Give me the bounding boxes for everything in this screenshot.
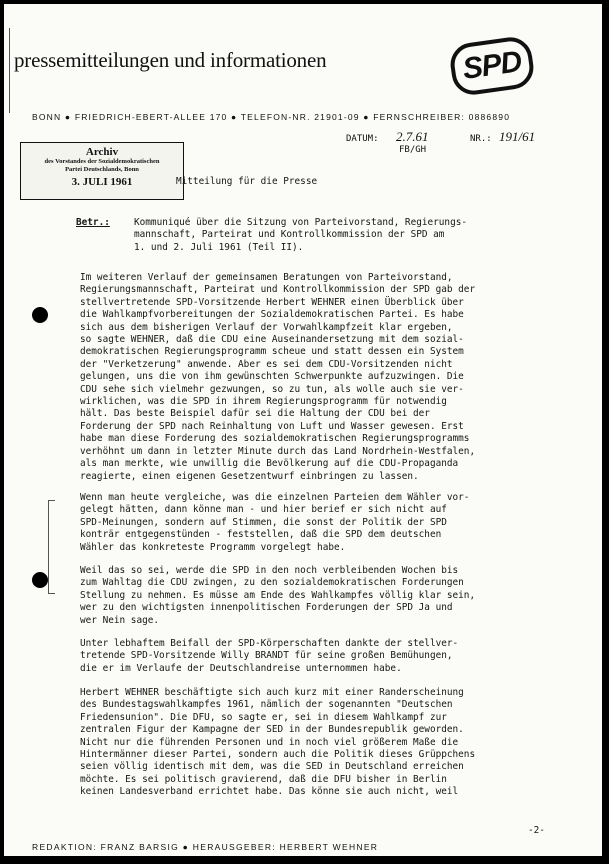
body-paragraph <box>80 272 475 483</box>
page-heading: Mitteilung für die Presse <box>176 176 318 187</box>
paragraph-line: habe man diese Forderung des sozialdemokratischen Regierungsprogramms <box>80 433 470 445</box>
paragraph-line: als man merkte, wie unwillig die Bevölkerung auf die CDU-Propaganda <box>80 458 459 470</box>
subject-line: Kommuniqué über die Sitzung von Parteivorstand, Regierungs- <box>134 217 468 228</box>
stamp-line-1: des Vorstandes der Sozialdemokratischen <box>44 158 160 165</box>
paragraph-line: reagierte, einen eigenen Gesetzentwurf einbringen zu lassen. <box>80 470 419 482</box>
initials: FB/GH <box>399 145 427 155</box>
nr-label: NR.: <box>470 134 492 144</box>
stamp-title: Archiv <box>85 146 119 158</box>
margin-rule <box>9 28 10 113</box>
paragraph-line: konträr entgegenstünden - feststellen, daß die SPD dem deutschen <box>80 529 442 541</box>
paragraph-line: Hintermänner dieser Partei, sondern auch die Politik dieses Grüppchens <box>80 749 476 761</box>
paragraph-line: keinen Landesverband errichtet habe. Das könne sie auch nicht, weil <box>80 786 459 798</box>
punch-hole <box>32 307 48 323</box>
spd-logo-text: SPD <box>460 45 524 86</box>
body-paragraph <box>80 565 475 627</box>
paragraph-line: Im weiteren Verlauf der gemeinsamen Beratungen von Parteivorstand, <box>80 272 453 283</box>
paragraph-line: Nicht nur die führenden Personen und in noch viel größerem Maße die <box>80 736 459 748</box>
paragraph-line: Herbert WEHNER beschäftigte sich auch kurz mit einer Randerscheinung <box>80 687 464 698</box>
paragraph-line: wer zu den wichtigsten innenpolitischen Forderungen der SPD Ja und <box>80 602 453 614</box>
punch-hole <box>32 572 48 588</box>
spd-logo <box>448 35 536 98</box>
paragraph-line: demokratischen Regierungsprogramm scheue und statt dessen ein System <box>80 346 464 358</box>
subject-line: 1. und 2. Juli 1961 (Teil II). <box>134 241 304 253</box>
paragraph-line: verhöhnt um dann in letzter Minute durch das Land Nordrhein-Westfalen, <box>80 445 476 457</box>
paragraph-line: des Bundestagswahlkampfes 1961, nämlich der sogenannten "Deutschen <box>80 699 453 711</box>
paragraph-line: Friedensunion". Die DFU, so sagte er, sei in diesem Wahlkampf zur <box>80 711 447 723</box>
body-paragraph <box>80 638 458 675</box>
paragraph-line: Wenn man heute vergleiche, was die einzelnen Parteien dem Wähler vor- <box>80 492 470 503</box>
paragraph-line: CDU sehe sich vielmehr gezwungen, so zu tun, als wolle auch sie ver- <box>80 383 464 395</box>
paragraph-line: gelegt hätten, dann könne man - und hier berief er sich nicht auf <box>80 504 447 516</box>
paragraph-line: die er im Verlaufe der Deutschlandreise unternommen habe. <box>80 662 402 674</box>
datum-value: 2.7.61 <box>396 129 429 144</box>
address-line: BONN ● FRIEDRICH-EBERT-ALLEE 170 ● TELEFON-NR. 21901-09 ● FERNSCHREIBER: 0886890 <box>32 112 511 122</box>
body-paragraph <box>80 492 469 554</box>
paragraph-line: hält. Das beste Beispiel dafür sei die Haltung der CDU bei der <box>80 408 430 420</box>
stamp-date: 3. JULI 1961 <box>71 176 133 188</box>
paragraph-line: möchte. Es sei politisch gravierend, daß die DFU bisher in Berlin <box>80 773 447 785</box>
paragraph-line: sich aus dem bisherigen Verlauf der Vorwahlkampfzeit klar ergeben, <box>80 321 453 333</box>
paragraph-line: gelungen, uns die von ihm gewünschten Schwerpunkte aufzuzwingen. Die <box>80 371 464 383</box>
paragraph-line: Unter lebhaftem Beifall der SPD-Körperschaften dankte der stellver- <box>80 638 459 649</box>
paragraph-line: Wähler das konkreteste Programm vorgelegt habe. <box>80 541 346 553</box>
subject-line: mannschaft, Parteirat und Kontrollkommission der SPD am <box>134 229 445 241</box>
stamp-line-2: Partei Deutschlands, Bonn <box>65 166 139 173</box>
paragraph-line: so sagte WEHNER, daß die CDU eine Auseinandersetzung mit dem sozial- <box>80 334 464 346</box>
paragraph-line: stellvertretende SPD-Vorsitzende Herbert WEHNER einen Überblick über <box>80 296 464 308</box>
paragraph-line: zentralen Figur der Kampagne der SED in der Bundesrepublik geworden. <box>80 724 464 736</box>
margin-bracket <box>48 500 55 594</box>
datum-label: DATUM: <box>346 134 379 144</box>
paragraph-line: die Wahlkampfvorbereitungen der Sozialdemokratischen Partei. Es habe <box>80 309 464 321</box>
subject-label: Betr.: <box>76 217 110 228</box>
paragraph-line: wer Nein sage. <box>80 614 160 626</box>
paragraph-line: Stellung zu nehmen. Es müsse am Ende des Wahlkampfes völlig klar sein, <box>80 589 476 601</box>
nr-value: 191/61 <box>499 129 536 144</box>
paragraph-line: Regierungsmannschaft, Parteirat und Kontrollkommission der SPD gab der <box>80 284 476 296</box>
document-page <box>4 4 602 856</box>
paragraph-line: SPD-Meinungen, sondern auf Stimmen, die sonst der Politik der SPD <box>80 516 447 528</box>
page-continuation: -2- <box>528 825 545 836</box>
paragraph-line: Weil das so sei, werde die SPD in den noch verbleibenden Wochen bis <box>80 565 459 576</box>
paragraph-line: seien völlig identisch mit dem, was die SED in Deutschland erreichen <box>80 761 464 773</box>
paragraph-line: der "Verketzerung" anwende. Aber es sei dem CDU-Vorsitzenden nicht <box>80 358 453 370</box>
paragraph-line: Forderung der SPD nach Reinhaltung von Luft und Wasser gewesen. Erst <box>80 420 464 432</box>
paragraph-line: zum Wahltag die CDU zwingen, zu den sozialdemokratischen Forderungen <box>80 577 464 589</box>
archive-stamp <box>20 142 184 200</box>
paragraph-line: wirklichen, was die SPD in ihrem Regierungsprogramm für notwendig <box>80 396 447 408</box>
paragraph-line: tretende SPD-Vorsitzende Willy BRANDT für seine großen Bemühungen, <box>80 650 453 662</box>
footer-line: REDAKTION: FRANZ BARSIG ● HERAUSGEBER: HERBERT WEHNER <box>32 842 379 852</box>
masthead-title: pressemitteilungen und informationen <box>14 48 327 72</box>
body-paragraph <box>80 687 475 799</box>
